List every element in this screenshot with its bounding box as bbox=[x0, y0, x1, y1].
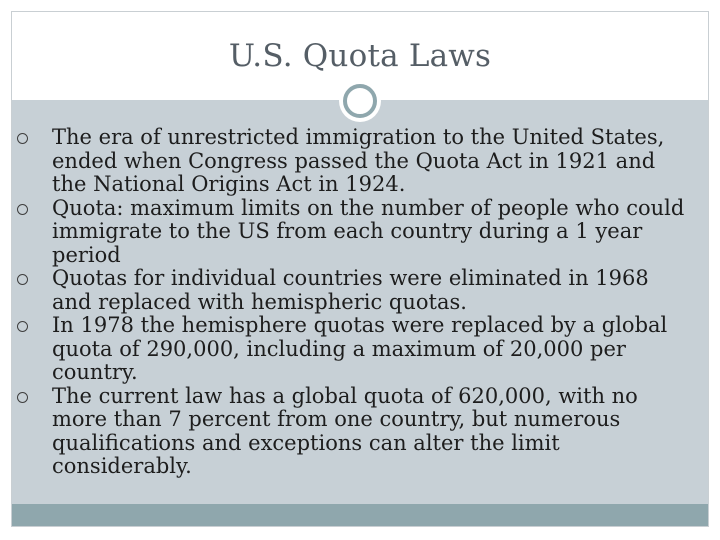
hollow-circle-bullet-icon bbox=[17, 392, 28, 403]
bullet-item bbox=[52, 126, 694, 197]
bullet-text: The current law has a global quota of 620,000, with no more than 7 percent from one country, but numerous qualifications and exceptions can alter the limit considerably. bbox=[52, 383, 638, 478]
hollow-circle-bullet-icon bbox=[17, 321, 28, 332]
slide-title: U.S. Quota Laws bbox=[228, 38, 492, 74]
bullet-item bbox=[52, 267, 694, 314]
footer-bar bbox=[12, 504, 708, 526]
bullet-text: In 1978 the hemisphere quotas were replaced by a global quota of 290,000, including a maximum of 20,000 per country. bbox=[52, 313, 668, 384]
bullet-item bbox=[52, 197, 694, 268]
hollow-circle-bullet-icon bbox=[17, 133, 28, 144]
hollow-circle-bullet-icon bbox=[17, 274, 28, 285]
bullet-item bbox=[52, 314, 694, 385]
bullet-text: The era of unrestricted immigration to the United States, ended when Congress passed the Quota Act in 1921 and the National Origins Act in 1924. bbox=[52, 125, 665, 196]
bullet-item bbox=[52, 385, 694, 479]
bullet-list bbox=[52, 126, 694, 479]
ring-ornament-icon bbox=[343, 84, 377, 118]
hollow-circle-bullet-icon bbox=[17, 204, 28, 215]
bullet-text: Quota: maximum limits on the number of people who could immigrate to the US from each country during a 1 year period bbox=[52, 195, 685, 267]
bullet-text: Quotas for individual countries were eliminated in 1968 and replaced with hemispheric quotas. bbox=[52, 266, 649, 314]
